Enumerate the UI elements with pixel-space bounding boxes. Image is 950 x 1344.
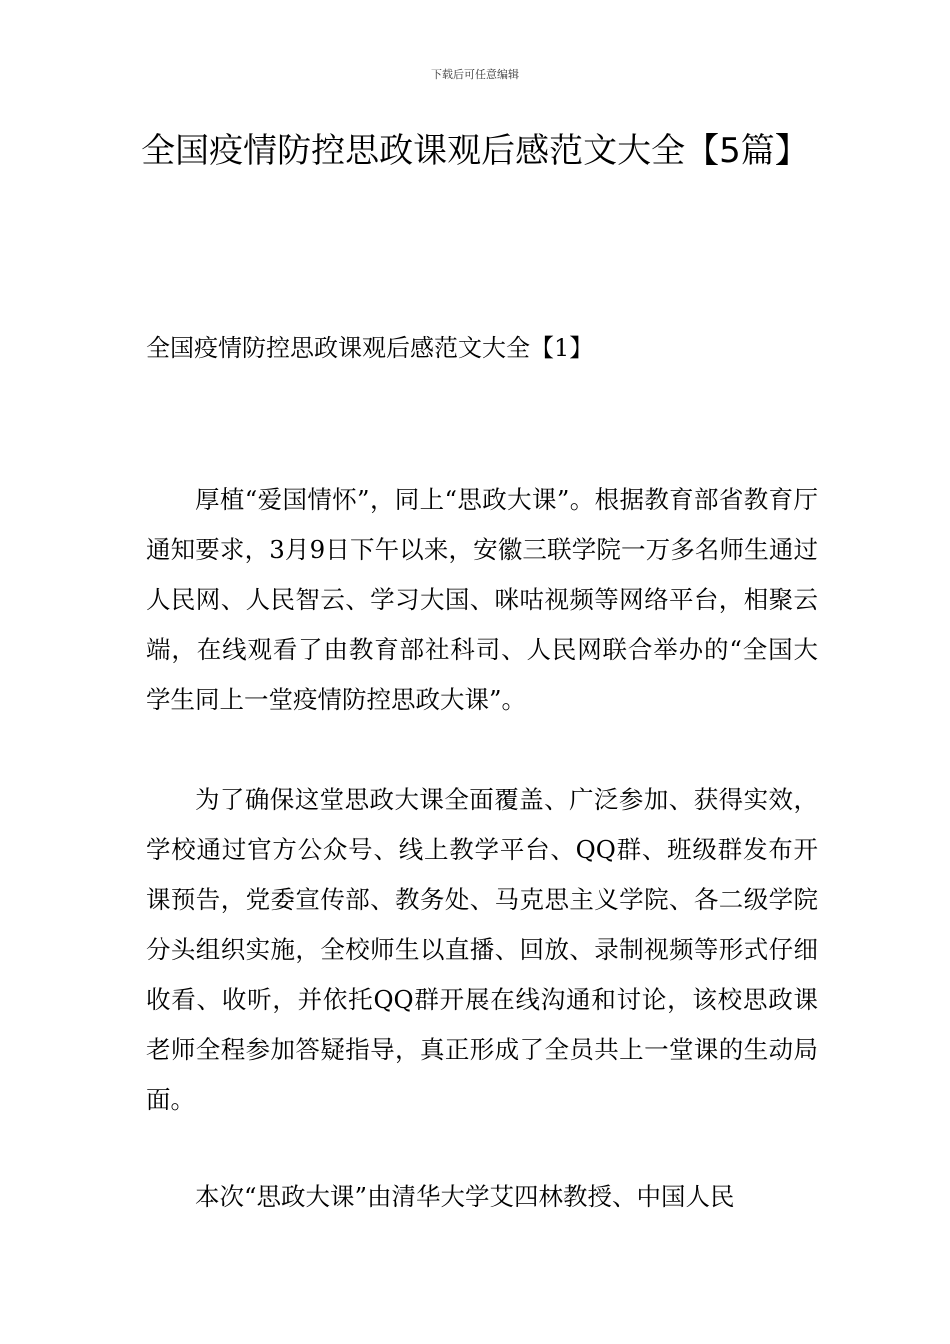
section-heading: 全国疫情防控思政课观后感范文大全【1】 (146, 334, 594, 362)
body-paragraph: 本次“思政大课”由清华大学艾四林教授、中国人民 (195, 1182, 735, 1211)
body-paragraph: 为了确保这堂思政大课全面覆盖、广泛参加、获得实效，学校通过官方公众号、线上教学平台、QQ群、班级群发布开课预告，党委宣传部、教务处、马克思主义学院、各二级学院分头组织实施，全校师生以直播、回放、录制视频等形式仔细收看、收听，并依托QQ群开展在线沟通和讨论，该校思政课老师全程参加答疑指导，真正形成了全员共上一堂课的生动局面。 (146, 785, 818, 1114)
document-title: 全国疫情防控思政课观后感范文大全【5篇】 (141, 131, 809, 171)
header-note: 下载后可任意编辑 (431, 68, 519, 81)
body-paragraph: 厚植“爱国情怀”，同上“思政大课”。根据教育部省教育厅通知要求，3月9日下午以来，安徽三联学院一万多名师生通过人民网、人民智云、学习大国、咪咕视频等网络平台，相聚云端，在线观看了由教育部社科司、人民网联合举办的“全国大学生同上一堂疫情防控思政大课”。 (146, 485, 818, 714)
